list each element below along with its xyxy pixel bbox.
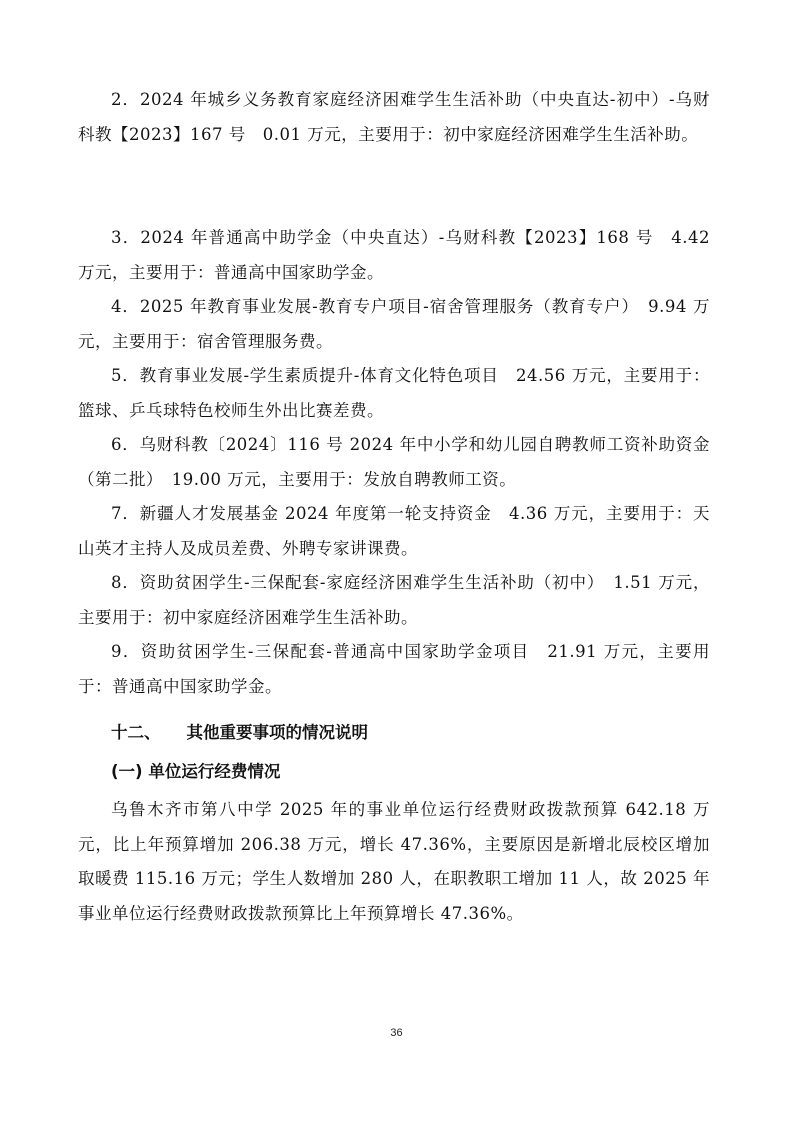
item-4-paragraph: 4．2025 年教育事业发展-教育专户项目-宿舍管理服务（教育专户） 9.94 万元，主要用于：宿舍管理服务费。 bbox=[78, 297, 710, 351]
section-number: 十二、 bbox=[111, 723, 161, 742]
operating-cost-paragraph: 乌鲁木齐市第八中学 2025 年的事业单位运行经费财政拨款预算 642.18 万元，比上年预算增加 206.38 万元，增长 47.36%，主要原因是新增北辰校区增加取暖费 115.16 万元；学生人数增加 280 人，在职教职工增加 11 人，故 2025 年事业单位运行经费财政拨款预算比上年预算增长 47.36%。 bbox=[78, 800, 710, 923]
item-9-paragraph: 9．资助贫困学生-三保配套-普通高中国家助学金项目 21.91 万元，主要用于：普通高中国家助学金。 bbox=[78, 642, 710, 696]
item-7-paragraph: 7．新疆人才发展基金 2024 年度第一轮支持资金 4.36 万元，主要用于：天山英才主持人及成员差费、外聘专家讲课费。 bbox=[78, 504, 710, 558]
item-2-paragraph: 2．2024 年城乡义务教育家庭经济困难学生生活补助（中央直达-初中）-乌财科教【2023】167 号 0.01 万元，主要用于：初中家庭经济困难学生生活补助。 bbox=[78, 90, 710, 144]
subsection-heading: (一) 单位运行经费情况 bbox=[111, 762, 281, 781]
item-5-paragraph: 5．教育事业发展-学生素质提升-体育文化特色项目 24.56 万元，主要用于：篮球、乒乓球特色校师生外出比赛差费。 bbox=[78, 366, 710, 420]
item-6-paragraph: 6．乌财科教〔2024〕116 号 2024 年中小学和幼儿园自聘教师工资补助资金（第二批） 19.00 万元，主要用于：发放自聘教师工资。 bbox=[78, 435, 710, 489]
page-number: 36 bbox=[390, 1027, 403, 1039]
section-heading bbox=[111, 716, 368, 750]
item-3-paragraph: 3．2024 年普通高中助学金（中央直达）-乌财科教【2023】168 号 4.42 万元，主要用于：普通高中国家助学金。 bbox=[78, 228, 710, 282]
section-title: 其他重要事项的情况说明 bbox=[186, 723, 368, 742]
item-8-paragraph: 8．资助贫困学生-三保配套-家庭经济困难学生生活补助（初中） 1.51 万元，主要用于：初中家庭经济困难学生生活补助。 bbox=[78, 573, 710, 627]
